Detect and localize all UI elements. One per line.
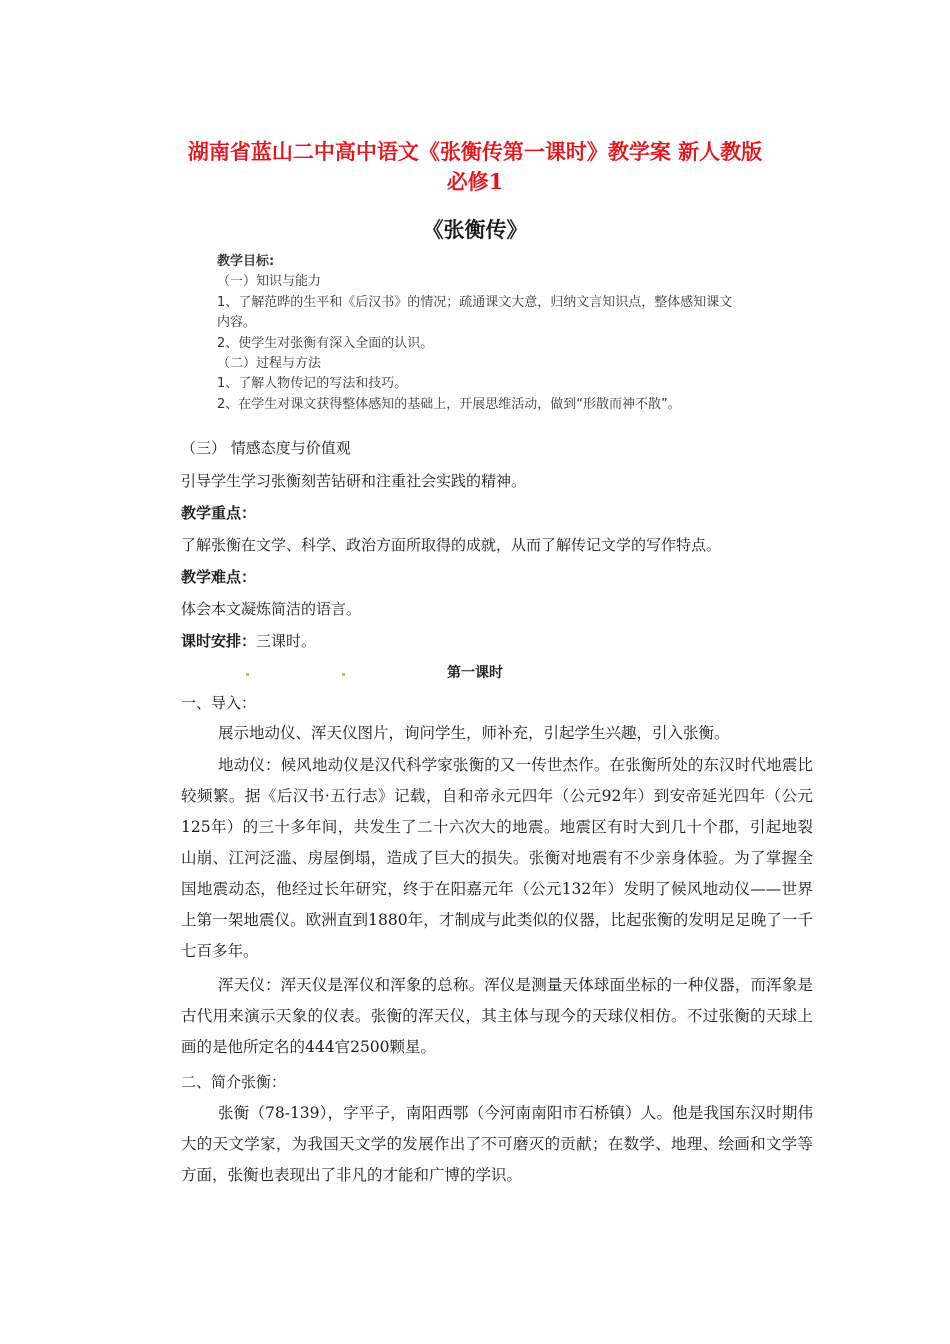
schedule-label: 课时安排： — [181, 632, 257, 650]
difficulty-label: 教学难点： — [181, 568, 257, 586]
goal-item: 1、了解范晔的生平和《后汉书》的情况；疏通课文大意，归纳文言知识点，整体感知课文 — [217, 294, 733, 310]
section1-intro: 展示地动仪、浑天仪图片，询问学生，师补充，引起学生兴趣，引入张衡。 — [218, 724, 730, 742]
lesson-heading: 第一课时 — [447, 665, 503, 681]
subtitle: 《张衡传》 — [422, 217, 528, 242]
document-title: 湖南省蓝山二中高中语文《张衡传第一课时》教学案 新人教版 — [187, 139, 763, 164]
key-point-label: 教学重点： — [181, 504, 257, 522]
schedule-text: 三课时。 — [256, 632, 317, 650]
goal-item: 2、使学生对张衡有深入全面的认识。 — [217, 335, 434, 351]
goal-item: （二）过程与方法 — [217, 356, 322, 372]
section1-paragraph: 浑天仪：浑天仪是浑仪和浑象的总称。浑仪是测量天体球面坐标的一种仪器，而浑象是古代用来演示天象的仪表。张衡的浑天仪，其主体与现今的天球仪相仿。不过张衡的天球上画的是他所定名的444官2500颗星。 — [181, 976, 813, 1056]
key-point-text: 了解张衡在文学、科学、政治方面所取得的成就，从而了解传记文学的写作特点。 — [181, 536, 722, 554]
attitude-text: 引导学生学习张衡刻苦钻研和注重社会实践的精神。 — [181, 472, 527, 490]
goal-item: 2、在学生对课文获得整体感知的基础上，开展思维活动，做到“形散而神不散”。 — [217, 396, 681, 412]
attitude-heading: （三） 情感态度与价值观 — [181, 439, 351, 457]
difficulty-text: 体会本文凝炼简洁的语言。 — [181, 600, 362, 618]
teaching-goals — [217, 252, 817, 415]
section2-heading: 二、简介张衡： — [181, 1073, 287, 1091]
goal-item: 1、了解人物传记的写法和技巧。 — [217, 376, 408, 392]
document-title-line2: 必修1 — [446, 169, 504, 194]
section1-paragraph: 地动仪：候风地动仪是汉代科学家张衡的又一传世杰作。在张衡所处的东汉时代地震比较频繁。据《后汉书·五行志》记载，自和帝永元四年（公元92年）到安帝延光四年（公元125年）的三十多年间，共发生了二十六次大的地震。地震区有时大到几十个郡，引起地裂山崩、江河泛滥、房屋倒塌，造成了巨大的损失。张衡对地震有不少亲身体验。为了掌握全国地震动态，他经过长年研究，终于在阳嘉元年（公元132年）发明了候风地动仪——世界上第一架地震仪。欧洲直到1880年，才制成与此类似的仪器，比起张衡的发明足足晚了一千七百多年。 — [181, 756, 813, 960]
goal-item: 内容。 — [217, 315, 257, 331]
section2-paragraph: 张衡（78-139），字平子，南阳西鄂（今河南南阳市石桥镇）人。他是我国东汉时期伟大的天文学家，为我国天文学的发展作出了不可磨灭的贡献；在数学、地理、绘画和文学等方面，张衡也表现出了非凡的才能和广博的学识。 — [181, 1104, 813, 1184]
goal-item: （一）知识与能力 — [217, 274, 322, 290]
goals-heading: 教学目标: — [217, 254, 275, 269]
section1-heading: 一、导入： — [181, 694, 257, 712]
schedule-row — [181, 630, 316, 651]
